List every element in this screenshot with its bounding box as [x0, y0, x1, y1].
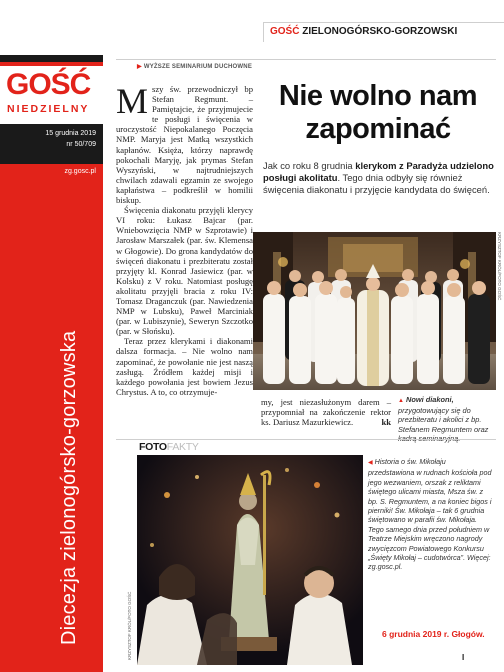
edition-brand: GOŚĆ — [270, 26, 300, 37]
fotofakty-label-fakty: FAKTY — [166, 441, 199, 453]
lead-bold: klerykom z Paradyża udzielono posługi akolitatu — [263, 160, 494, 183]
issue-box — [0, 124, 103, 164]
masthead-band — [0, 0, 103, 672]
logo-subtitle: NIEDZIELNY — [7, 103, 90, 115]
clergy-group-photo — [253, 232, 496, 390]
logo — [0, 66, 103, 124]
caption-text: przygotowujący się do prezbiteratu i akolici z bp. Stefanem Regmuntem oraz — [398, 406, 489, 434]
logo-mark: GOŚĆ — [6, 68, 91, 101]
band-top-white — [0, 0, 103, 55]
drop-cap: M — [116, 81, 149, 121]
photo-credit-text: KRZYSZTOF KRÓL/FOTO GOŚĆ — [127, 591, 132, 660]
section-label-text: WYŻSZE SEMINARIUM DUCHOWNE — [143, 64, 253, 70]
paragraph: szy św. przewodniczył bp Stefan Regmunt. – Pamiętajcie, że przyjmujecie te posługi i święcenia w uroczystość Niepokalanego Poczęcia NMP. Maryja jest Matką wszystkich kapłanów. Księża, którzy naprawdę pokochali Maryję, jak prymas Stefan Wyszyński, w najtrudniejszych chwilach zdawali egzamin ze swojego kapłaństwa – podkreślił w homilii biskup. — [116, 84, 253, 206]
author-signature: kk — [381, 417, 391, 428]
fotofakty-caption-text: Historia o św. Mikołaju przedstawiona w rudnach kościoła pod jego wezwaniem, orszak z reliktami świętego ulicami miasta, Msza św. z bp. S. Regmuntem, a na koniec bigos i pierniki! Św. Mikołaja – tak 6 grudnia świętowano w parafii św. Mikołaja. Tego samego dnia przed południem w Teatrze Miejskim wręczono nagrody zwycięzcom Powiatowego Konkursu „Święty Mikołaj – cudotwórca”. Więcej: zg.gosc.pl. — [368, 457, 492, 572]
procession-image — [137, 455, 363, 665]
site-url: zg.gosc.pl — [64, 168, 96, 175]
edition-title — [270, 26, 457, 37]
caption-bold: Nowi diakoni, — [406, 395, 454, 404]
fotofakty-rule — [116, 439, 496, 440]
page-number: I — [462, 653, 465, 662]
lead — [263, 160, 495, 196]
continuation-text: my, jest niezasłużonym darem – przypomniał na zakończenie rektor ks. Dariusz Mazurkiewicz. — [261, 397, 391, 428]
fotofakty-caption — [368, 457, 492, 572]
photo-credit — [495, 232, 503, 382]
edition-region: ZIELONOGÓRSKO-GORZOWSKI — [302, 26, 458, 37]
triangle-icon: ▲ — [398, 398, 404, 404]
header-line — [263, 22, 504, 23]
st-nicholas-procession-photo — [137, 455, 363, 665]
clergy-group-image — [253, 232, 496, 390]
headline: Nie wolno nam zapominać — [278, 80, 478, 145]
article-body — [116, 81, 253, 397]
fotofakty-date-place: 6 grudnia 2019 r. Głogów. — [382, 629, 485, 639]
band-stripe — [0, 55, 103, 62]
header-divider — [263, 22, 264, 42]
article-continuation — [261, 397, 391, 427]
paragraph: Święcenia diakonatu przyjęli klerycy VI roku: Łukasz Bajcar (par. Wniebowzięcia NMP w Szprotawie) i Jarosław Marszałek (par. św. Klemensa w Głogowie). Do grona kandydatów do święceń diakonatu i prezbiteratu został przyjęty kl. Konrad Jasiewicz (par. w Kolsku) z V roku. Natomiast posługę akolitatu przyjęli bracia z roku IV: Tomasz Draganczuk (par. Nawiedzenia NMP w Lubsku), Paweł Marciniak (par. w Lubiszynie), Seweryn Szczotko (par. w Słońsku). — [116, 205, 253, 337]
photo-credit — [127, 570, 135, 660]
issue-number: nr 50/709 — [66, 141, 96, 148]
triangle-icon: ◀ — [368, 460, 373, 466]
section-label — [137, 63, 252, 70]
fotofakty-label-foto: FOTO — [139, 441, 167, 453]
diocese-title: Diecezja zielonogórsko-gorzowska — [58, 330, 80, 645]
fotofakty-label — [139, 441, 199, 453]
lead-text: Jak co roku 8 grudnia — [263, 160, 356, 171]
triangle-icon: ▶ — [137, 64, 142, 70]
paragraph: Teraz przez klerykami i diakonami dalsza formacja. – Nie wolno nam zapominać, że powołanie nie jest naszą zasługą. Źródłem każdej misji i każdego powołania jest bowiem Jezus Chrystus. A to, co otrzymuje- — [116, 336, 253, 397]
issue-date: 15 grudnia 2019 — [45, 130, 96, 137]
photo-caption — [398, 395, 490, 443]
header-rule — [116, 59, 496, 60]
lead-text-end: . Tego dnia odbyły się również święcenia diakonatu i przyjęcie kandydata do święceń. — [263, 172, 490, 195]
photo-credit-text: KRZYSZTOF KRÓL/FOTO GOŚĆ — [497, 232, 502, 301]
